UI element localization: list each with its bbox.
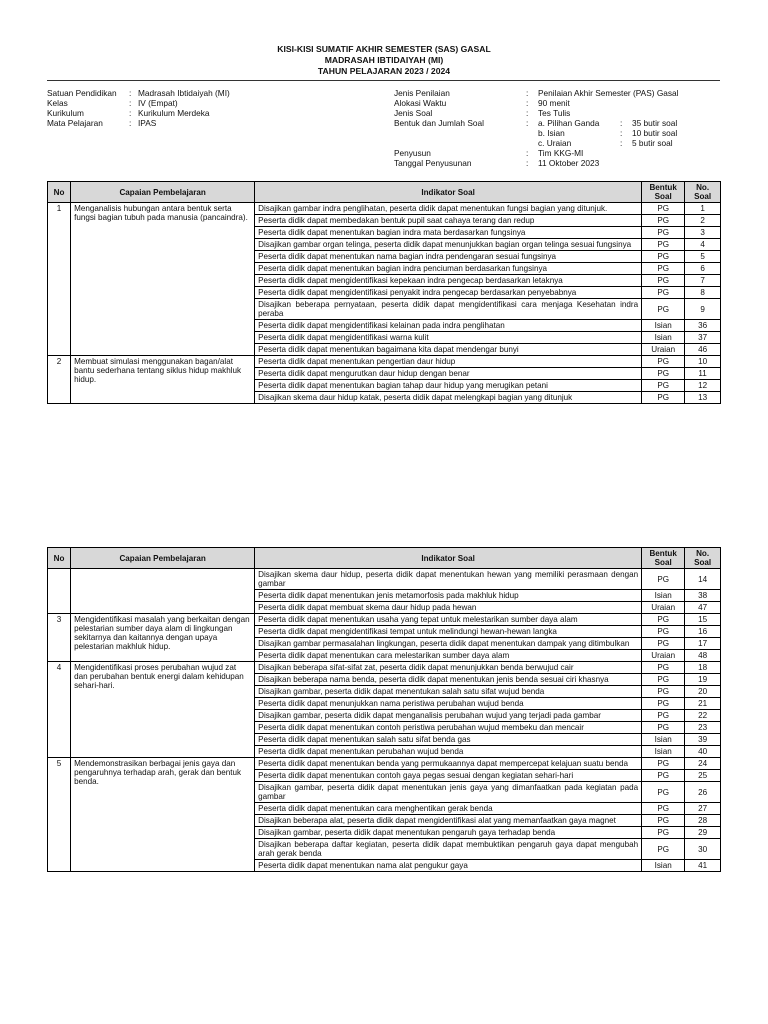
- bentuk-soal: Uraian: [642, 650, 685, 662]
- indikator-soal: Peserta didik dapat menentukan nama bagian indra pendengaran sesuai fungsinya: [255, 251, 642, 263]
- table-row: [48, 569, 721, 590]
- info-value: 11 Oktober 2023: [538, 158, 600, 168]
- nomor-soal: 19: [685, 674, 721, 686]
- bentuk-count: 35 butir soal: [632, 118, 678, 128]
- bentuk-soal: PG: [642, 239, 685, 251]
- info-label: Mata Pelajaran: [47, 118, 103, 128]
- nomor-soal: 15: [685, 614, 721, 626]
- nomor-soal: 7: [685, 275, 721, 287]
- nomor-soal: 9: [685, 299, 721, 320]
- bentuk-soal: PG: [642, 827, 685, 839]
- indikator-soal: Peserta didik dapat menentukan cara menghentikan gerak benda: [255, 803, 642, 815]
- col-no-header: No: [48, 548, 71, 569]
- bentuk-soal: Uraian: [642, 344, 685, 356]
- table-header: [48, 182, 721, 203]
- indikator-soal: Disajikan beberapa pernyataan, peserta didik dapat mengidentifikasi cara menjaga Kesehatan indra peraba: [255, 299, 642, 320]
- cp-number: [48, 569, 71, 614]
- cp-number: 4: [48, 662, 71, 758]
- bentuk-soal: Isian: [642, 734, 685, 746]
- nomor-soal: 27: [685, 803, 721, 815]
- bentuk-soal: PG: [642, 686, 685, 698]
- capaian-pembelajaran: Mengidentifikasi masalah yang berkaitan dengan pelestarian sumber daya alam di lingkungan sekitarnya dan kaitannya dengan upaya pelestarian makhluk hidup.: [71, 614, 255, 662]
- nomor-soal: 11: [685, 368, 721, 380]
- info-label: Alokasi Waktu: [394, 98, 447, 108]
- indikator-soal: Peserta didik dapat menentukan contoh gaya pegas sesuai dengan kegiatan sehari-hari: [255, 770, 642, 782]
- bentuk-name: a. Pilihan Ganda: [538, 118, 600, 128]
- nomor-soal: 29: [685, 827, 721, 839]
- indikator-soal: Peserta didik dapat menunjukkan nama peristiwa perubahan wujud benda: [255, 698, 642, 710]
- bentuk-soal: PG: [642, 815, 685, 827]
- bentuk-soal: PG: [642, 839, 685, 860]
- nomor-soal: 36: [685, 320, 721, 332]
- bentuk-soal: PG: [642, 614, 685, 626]
- info-value: Tim KKG-MI: [538, 148, 584, 158]
- nomor-soal: 25: [685, 770, 721, 782]
- nomor-soal: 12: [685, 380, 721, 392]
- nomor-soal: 26: [685, 782, 721, 803]
- nomor-soal: 48: [685, 650, 721, 662]
- info-label: Jenis Penilaian: [394, 88, 450, 98]
- nomor-soal: 24: [685, 758, 721, 770]
- nomor-soal: 10: [685, 356, 721, 368]
- bentuk-name: c. Uraian: [538, 138, 572, 148]
- col-capaian-header: Capaian Pembelajaran: [71, 548, 255, 569]
- nomor-soal: 8: [685, 287, 721, 299]
- nomor-soal: 20: [685, 686, 721, 698]
- info-label: Satuan Pendidikan: [47, 88, 117, 98]
- info-value: IV (Empat): [138, 98, 178, 108]
- nomor-soal: 16: [685, 626, 721, 638]
- bentuk-soal: Isian: [642, 860, 685, 872]
- document-title: [0, 44, 768, 77]
- bentuk-soal: PG: [642, 782, 685, 803]
- col-indikator-header: Indikator Soal: [255, 182, 642, 203]
- nomor-soal: 5: [685, 251, 721, 263]
- bentuk-soal: Isian: [642, 320, 685, 332]
- indikator-soal: Peserta didik dapat menentukan benda yang permukaannya dapat mempercepat kelajuan suatu benda: [255, 758, 642, 770]
- capaian-pembelajaran: [71, 569, 255, 614]
- bentuk-count: 5 butir soal: [632, 138, 673, 148]
- bentuk-soal: PG: [642, 662, 685, 674]
- bentuk-soal: PG: [642, 698, 685, 710]
- info-label: Kurikulum: [47, 108, 84, 118]
- indikator-soal: Peserta didik dapat mengidentifikasi kelainan pada indra penglihatan: [255, 320, 642, 332]
- capaian-pembelajaran: Menganalisis hubungan antara bentuk serta fungsi bagian tubuh pada manusia (pancaindra).: [71, 203, 255, 356]
- indikator-soal: Peserta didik dapat menentukan bagaimana kita dapat mendengar bunyi: [255, 344, 642, 356]
- nomor-soal: 28: [685, 815, 721, 827]
- info-label: Tanggal Penyusunan: [394, 158, 472, 168]
- indikator-soal: Peserta didik dapat menentukan pengertian daur hidup: [255, 356, 642, 368]
- nomor-soal: 37: [685, 332, 721, 344]
- bentuk-soal: PG: [642, 569, 685, 590]
- indikator-soal: Disajikan skema daur hidup katak, peserta didik dapat melengkapi bagian yang ditunjuk: [255, 392, 642, 404]
- nomor-soal: 13: [685, 392, 721, 404]
- indikator-soal: Peserta didik dapat mengidentifikasi warna kulit: [255, 332, 642, 344]
- bentuk-soal: Uraian: [642, 602, 685, 614]
- bentuk-soal: PG: [642, 674, 685, 686]
- bentuk-soal: PG: [642, 356, 685, 368]
- indikator-soal: Disajikan beberapa sifat-sifat zat, peserta didik dapat menunjukkan benda berwujud cair: [255, 662, 642, 674]
- bentuk-soal: PG: [642, 803, 685, 815]
- table-row: [48, 203, 721, 215]
- bentuk-soal: PG: [642, 722, 685, 734]
- table-row: [48, 758, 721, 770]
- bentuk-soal: Isian: [642, 746, 685, 758]
- info-value: 90 menit: [538, 98, 570, 108]
- indikator-soal: Disajikan gambar organ telinga, peserta didik dapat menunjukkan bagian organ telinga sesuai fungsinya: [255, 239, 642, 251]
- indikator-soal: Peserta didik dapat menentukan contoh peristiwa perubahan wujud membeku dan mencair: [255, 722, 642, 734]
- indikator-soal: Disajikan skema daur hidup, peserta didik dapat menentukan hewan yang memiliki perasmaan dengan gambar: [255, 569, 642, 590]
- title-line-3: TAHUN PELAJARAN 2023 / 2024: [317, 66, 451, 76]
- nomor-soal: 2: [685, 215, 721, 227]
- bentuk-soal: PG: [642, 626, 685, 638]
- table-row: [48, 614, 721, 626]
- nomor-soal: 47: [685, 602, 721, 614]
- indikator-soal: Disajikan gambar permasalahan lingkungan, peserta didik dapat menentukan dampak yang ditimbulkan: [255, 638, 642, 650]
- info-left: Satuan Pendidikan : Madrasah Ibtidaiyah (MI) Kelas : IV (Empat) Kurikulum : Kurikulum Merdeka Mata Pelajaran : IPAS: [47, 88, 230, 128]
- capaian-pembelajaran: Membuat simulasi menggunakan bagan/alat bantu sederhana tentang siklus hidup makhluk hidup.: [71, 356, 255, 404]
- info-label: Penyusun: [394, 148, 431, 158]
- bentuk-soal: PG: [642, 251, 685, 263]
- nomor-soal: 46: [685, 344, 721, 356]
- col-nomor-header: No. Soal: [685, 548, 721, 569]
- nomor-soal: 18: [685, 662, 721, 674]
- bentuk-soal: PG: [642, 203, 685, 215]
- bentuk-soal: Isian: [642, 590, 685, 602]
- info-label: Jenis Soal: [394, 108, 433, 118]
- title-divider: [47, 80, 720, 81]
- col-bentuk-header: Bentuk Soal: [642, 182, 685, 203]
- bentuk-soal: PG: [642, 263, 685, 275]
- indikator-soal: Disajikan beberapa nama benda, peserta didik dapat menentukan jenis benda sesuai ciri khasnya: [255, 674, 642, 686]
- capaian-pembelajaran: Mengidentifikasi proses perubahan wujud zat dan perubahan bentuk energi dalam kehidupan sehari-hari.: [71, 662, 255, 758]
- indikator-soal: Peserta didik dapat mengidentifikasi kepekaan indra pengecap berdasarkan letaknya: [255, 275, 642, 287]
- table-header: [48, 548, 721, 569]
- nomor-soal: 21: [685, 698, 721, 710]
- indikator-soal: Peserta didik dapat mengidentifikasi penyakit indra pengecap berdasarkan penyebabnya: [255, 287, 642, 299]
- indikator-soal: Disajikan gambar, peserta didik dapat menentukan salah satu sifat wujud benda: [255, 686, 642, 698]
- bentuk-soal: PG: [642, 758, 685, 770]
- nomor-soal: 14: [685, 569, 721, 590]
- bentuk-soal: PG: [642, 299, 685, 320]
- col-no-header: No: [48, 182, 71, 203]
- col-bentuk-header: Bentuk Soal: [642, 548, 685, 569]
- bentuk-soal: Isian: [642, 332, 685, 344]
- title-line-1: KISI-KISI SUMATIF AKHIR SEMESTER (SAS) GASAL: [277, 44, 491, 54]
- indikator-soal: Peserta didik dapat menentukan nama alat pengukur gaya: [255, 860, 642, 872]
- nomor-soal: 6: [685, 263, 721, 275]
- indikator-soal: Disajikan gambar, peserta didik dapat menganalisis perubahan wujud yang terjadi pada gambar: [255, 710, 642, 722]
- info-value: Penilaian Akhir Semester (PAS) Gasal: [538, 88, 679, 98]
- nomor-soal: 38: [685, 590, 721, 602]
- nomor-soal: 1: [685, 203, 721, 215]
- nomor-soal: 22: [685, 710, 721, 722]
- cp-number: 1: [48, 203, 71, 356]
- info-value: Kurikulum Merdeka: [138, 108, 210, 118]
- info-value: Tes Tulis: [538, 108, 571, 118]
- indikator-soal: Peserta didik dapat menentukan perubahan wujud benda: [255, 746, 642, 758]
- bentuk-name: b. Isian: [538, 128, 565, 138]
- indikator-soal: Peserta didik dapat menentukan cara melestarikan sumber daya alam: [255, 650, 642, 662]
- nomor-soal: 40: [685, 746, 721, 758]
- bentuk-soal: PG: [642, 380, 685, 392]
- indikator-soal: Peserta didik dapat menentukan usaha yang tepat untuk melestarikan sumber daya alam: [255, 614, 642, 626]
- indikator-soal: Peserta didik dapat mengurutkan daur hidup dengan benar: [255, 368, 642, 380]
- indikator-soal: Peserta didik dapat membuat skema daur hidup pada hewan: [255, 602, 642, 614]
- table-row: [48, 662, 721, 674]
- cp-number: 2: [48, 356, 71, 404]
- indikator-soal: Disajikan gambar, peserta didik dapat menentukan jenis gaya yang dimanfaatkan pada kegiatan pada gambar: [255, 782, 642, 803]
- table-row: [48, 356, 721, 368]
- indikator-soal: Peserta didik dapat menentukan bagian indra penciuman berdasarkan fungsinya: [255, 263, 642, 275]
- title-line-2: MADRASAH IBTIDAIYAH (MI): [324, 55, 444, 65]
- bentuk-soal: PG: [642, 215, 685, 227]
- capaian-pembelajaran: Mendemonstrasikan berbagai jenis gaya dan pengaruhnya terhadap arah, gerak dan bentuk benda.: [71, 758, 255, 872]
- col-capaian-header: Capaian Pembelajaran: [71, 182, 255, 203]
- nomor-soal: 17: [685, 638, 721, 650]
- bentuk-soal: PG: [642, 227, 685, 239]
- header-row: [48, 182, 721, 203]
- cp-number: 5: [48, 758, 71, 872]
- indikator-soal: Peserta didik dapat menentukan bagian indra mata berdasarkan fungsinya: [255, 227, 642, 239]
- indikator-soal: Peserta didik dapat menentukan jenis metamorfosis pada makhluk hidup: [255, 590, 642, 602]
- indikator-soal: Disajikan beberapa alat, peserta didik dapat mengidentifikasi alat yang memanfaatkan gaya magnet: [255, 815, 642, 827]
- indikator-soal: Peserta didik dapat membedakan bentuk pupil saat cahaya terang dan redup: [255, 215, 642, 227]
- nomor-soal: 30: [685, 839, 721, 860]
- nomor-soal: 39: [685, 734, 721, 746]
- cp-number: 3: [48, 614, 71, 662]
- col-nomor-header: No. Soal: [685, 182, 721, 203]
- info-label: Kelas: [47, 98, 68, 108]
- bentuk-soal: PG: [642, 638, 685, 650]
- indikator-soal: Peserta didik dapat mengidentifikasi tempat untuk melindungi hewan-hewan langka: [255, 626, 642, 638]
- nomor-soal: 3: [685, 227, 721, 239]
- info-value: IPAS: [138, 118, 157, 128]
- bentuk-soal: PG: [642, 710, 685, 722]
- bentuk-count: 10 butir soal: [632, 128, 678, 138]
- col-indikator-header: Indikator Soal: [255, 548, 642, 569]
- bentuk-soal: PG: [642, 368, 685, 380]
- info-right: Jenis Penilaian : Penilaian Akhir Semester (PAS) Gasal Alokasi Waktu : 90 menit Jenis Soal : Tes Tulis Bentuk dan Jumlah Soal : a. Pilihan Ganda : 35 butir soal b. Isian : 10 butir soal c. Uraian : 5 butir soal Penyusun : Tim KKG-MI Tanggal Penyusunan : 11 Oktober 2023: [394, 88, 679, 168]
- nomor-soal: 23: [685, 722, 721, 734]
- indikator-soal: Peserta didik dapat menentukan salah satu sifat benda gas: [255, 734, 642, 746]
- bentuk-soal: PG: [642, 287, 685, 299]
- header-row: [48, 548, 721, 569]
- bentuk-soal: PG: [642, 275, 685, 287]
- indikator-soal: Peserta didik dapat menentukan bagian tahap daur hidup yang merugikan petani: [255, 380, 642, 392]
- nomor-soal: 41: [685, 860, 721, 872]
- bentuk-soal: PG: [642, 770, 685, 782]
- indikator-soal: Disajikan gambar indra penglihatan, peserta didik dapat menentukan fungsi bagian yang ditunjuk.: [255, 203, 642, 215]
- bentuk-soal: PG: [642, 392, 685, 404]
- indikator-soal: Disajikan gambar, peserta didik dapat menentukan pengaruh gaya terhadap benda: [255, 827, 642, 839]
- kisi-kisi-table-2: [47, 547, 721, 872]
- info-value: Madrasah Ibtidaiyah (MI): [138, 88, 230, 98]
- indikator-soal: Disajikan beberapa daftar kegiatan, peserta didik dapat membuktikan pengaruh gaya dapat mengubah arah gerak benda: [255, 839, 642, 860]
- kisi-kisi-table-1: [47, 181, 721, 404]
- info-label: Bentuk dan Jumlah Soal: [394, 118, 484, 128]
- nomor-soal: 4: [685, 239, 721, 251]
